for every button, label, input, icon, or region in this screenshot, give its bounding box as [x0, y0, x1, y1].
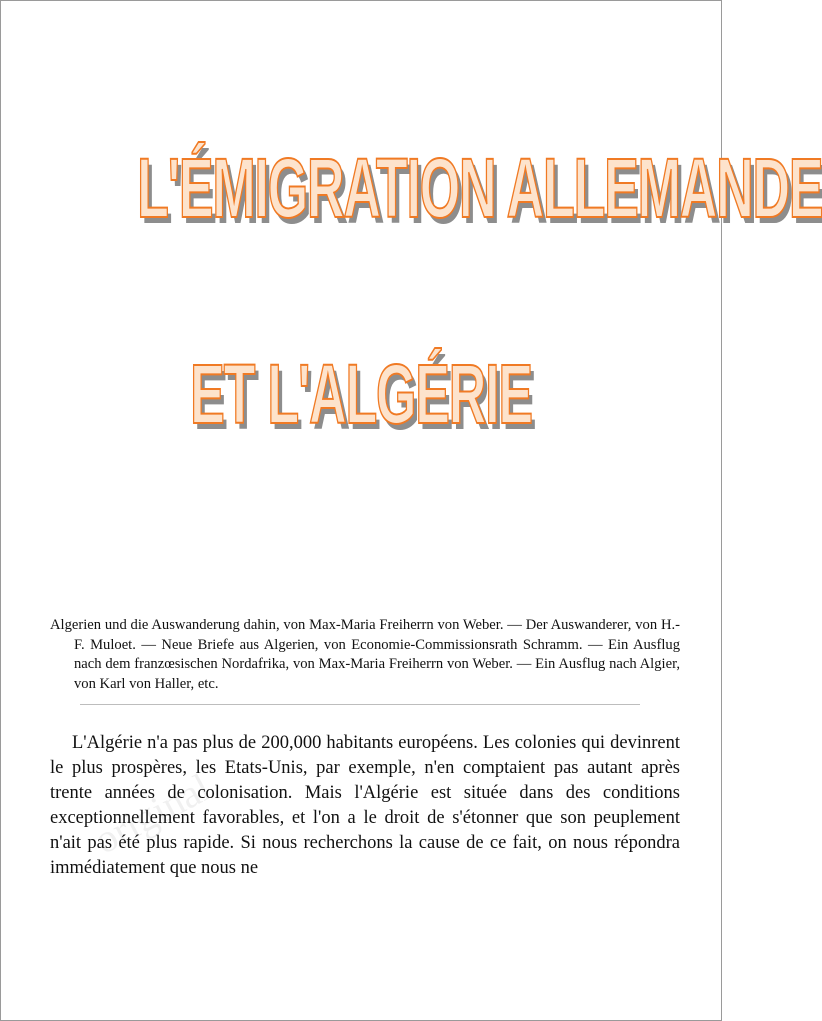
- separator-rule: [80, 704, 640, 705]
- title-line-2: ET L'ALGÉRIE: [190, 347, 532, 441]
- watermark: original: [86, 764, 218, 863]
- bibliography-reference: Algerien und die Auswanderung dahin, von Max-Maria Freiherrn von Weber. — Der Auswanderer, von H.-F. Muloet. — Neue Briefe aus Algerien, von Economie-Commissionsrath Schramm. — Ein Ausflug nach dem franzœsischen Nordafrika, von Max-Maria Freiherrn von Weber. — Ein Ausflug nach Algier, von Karl von Haller, etc.: [50, 617, 680, 692]
- scanned-excerpt: [50, 616, 680, 881]
- title-line-1: L'ÉMIGRATION ALLEMANDE: [137, 141, 822, 235]
- body-paragraph: L'Algérie n'a pas plus de 200,000 habitants européens. Les colonies qui devinrent le plus prospères, les Etats-Unis, par exemple, n'en comptaient pas autant après trente années de colonisation. Mais l'Algérie est située dans des conditions exceptionnellement favorables, et l'on a le droit de s'étonner que son peuplement n'ait pas été plus rapide. Si nous recherchons la cause de ce fait, on nous répondra immédiatement que nous ne: [50, 733, 680, 878]
